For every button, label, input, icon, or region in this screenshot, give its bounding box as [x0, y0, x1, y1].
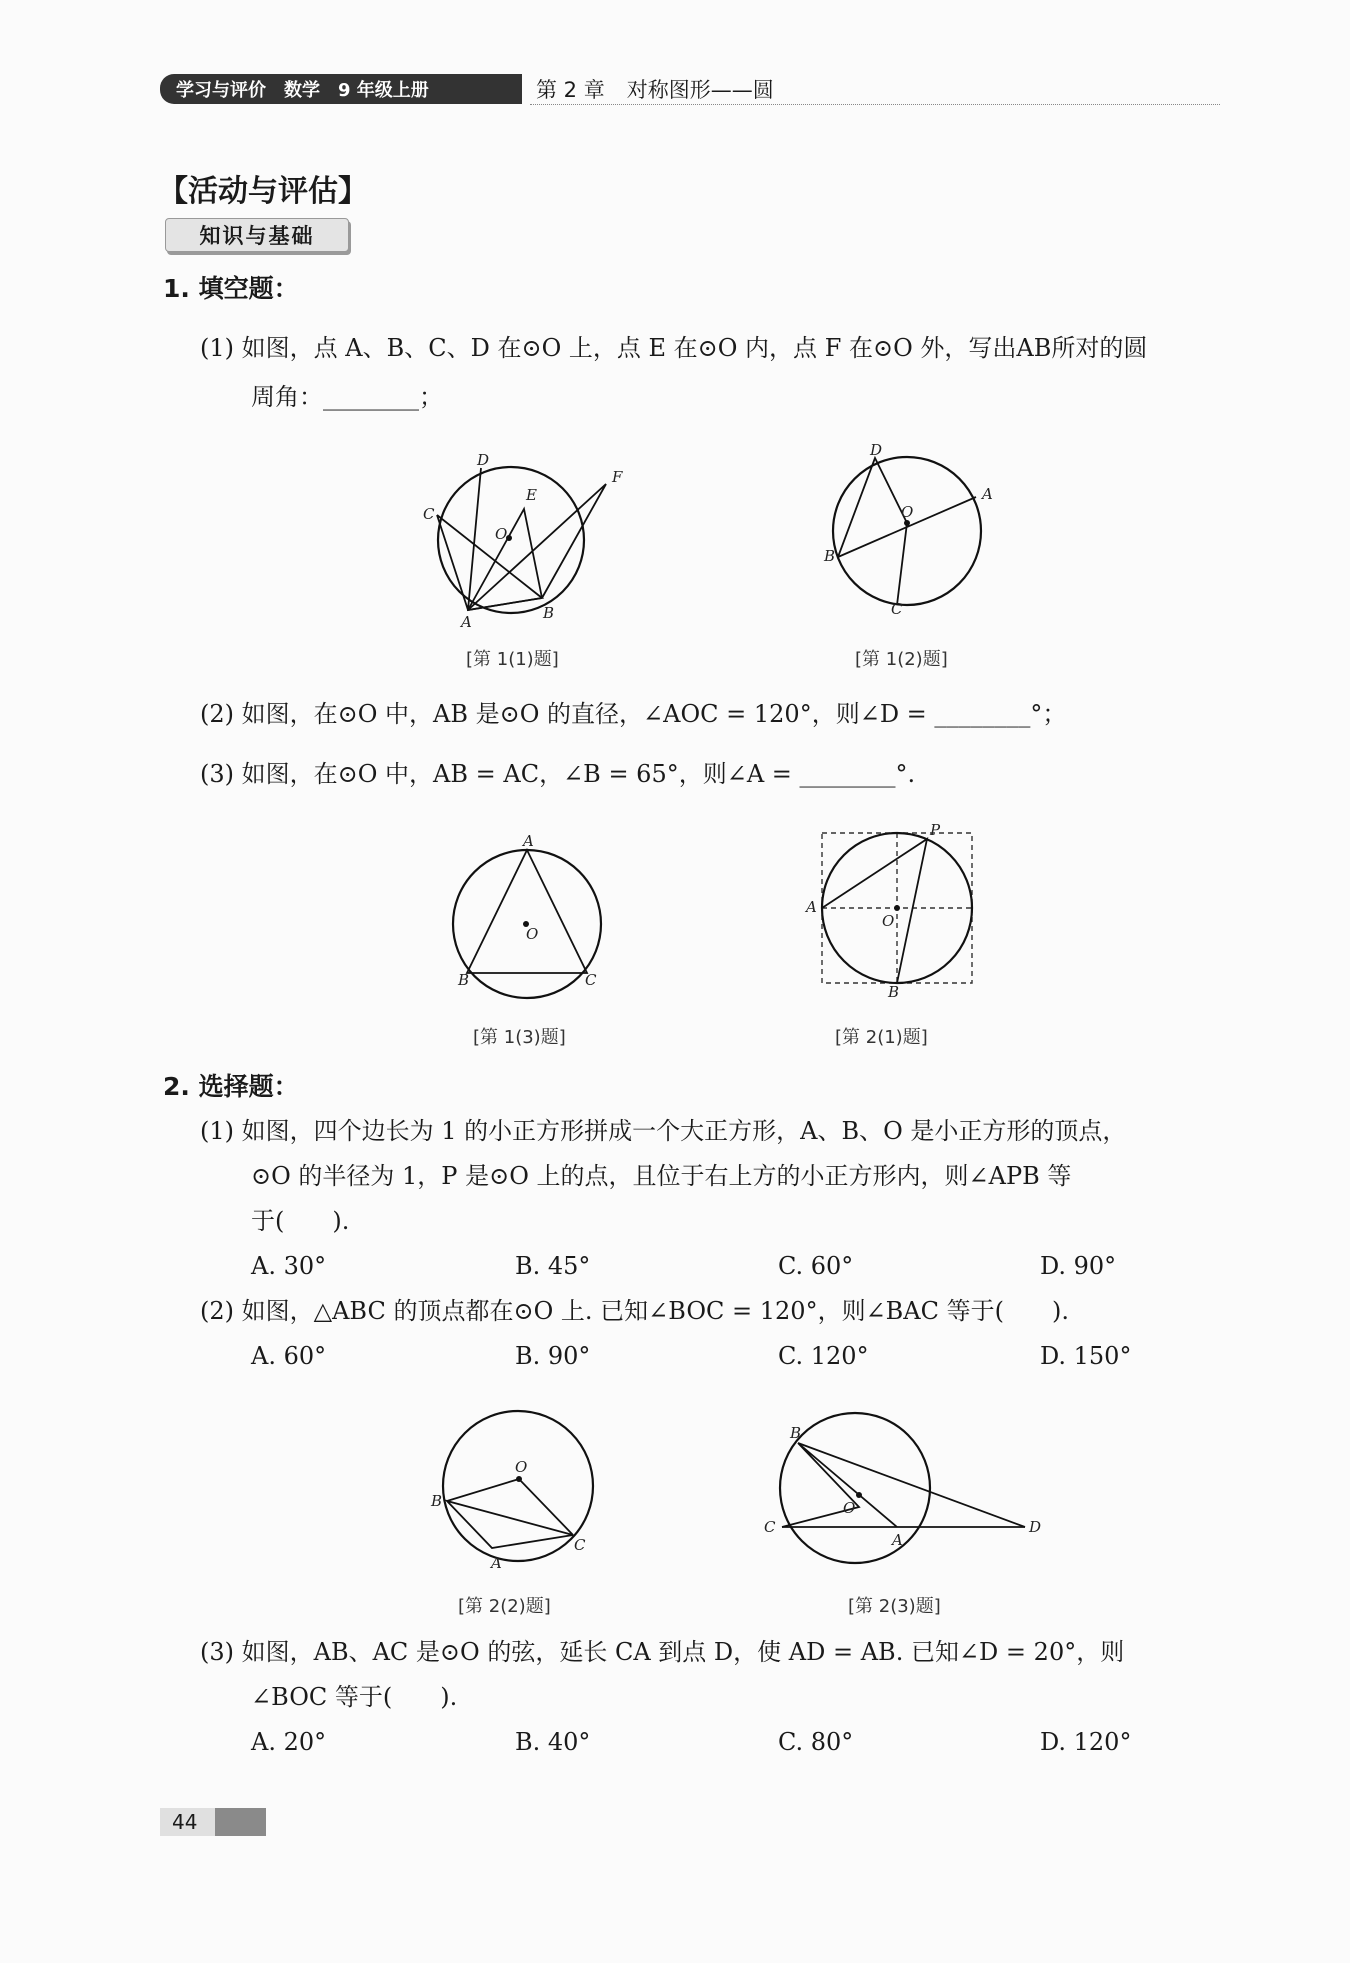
f22-label-b: B: [431, 1492, 443, 1510]
q2-p2-option-c[interactable]: C. 120°: [778, 1342, 869, 1370]
header-book: 学习与评价: [176, 80, 266, 101]
q2-p1-line2: ⊙O 的半径为 1，P 是⊙O 上的点，且位于右上方的小正方形内，则∠APB 等: [251, 1162, 1072, 1190]
header-subject: 数学: [284, 80, 320, 101]
header-grade: 9 年级上册: [338, 80, 429, 101]
q2-p1-line3: 于( ).: [251, 1207, 350, 1235]
q2-p3-option-b[interactable]: B. 40°: [515, 1728, 591, 1756]
f13-label-a: A: [523, 832, 534, 850]
f11-label-f: F: [612, 468, 623, 486]
f13-label-b: B: [458, 971, 470, 989]
f23-label-a: A: [892, 1531, 903, 1549]
q1-p3: (3) 如图，在⊙O 中，AB = AC，∠B = 65°，则∠A = ________°.: [200, 760, 916, 788]
q2-p1-option-a[interactable]: A. 30°: [251, 1252, 327, 1280]
f13-label-c: C: [585, 971, 597, 989]
caption-2-3: [第 2(3)题]: [848, 1596, 941, 1617]
q2-p2: (2) 如图，△ABC 的顶点都在⊙O 上. 已知∠BOC = 120°，则∠BAC 等于( ).: [200, 1297, 1069, 1325]
f11-label-e: E: [526, 486, 537, 504]
caption-2-2: [第 2(2)题]: [458, 1596, 551, 1617]
f13-label-o: O: [526, 925, 539, 943]
q2-p2-option-a[interactable]: A. 60°: [251, 1342, 327, 1370]
figure-1-1: [415, 450, 635, 631]
q2-heading: 2. 选择题：: [163, 1072, 299, 1101]
f21-label-o: O: [882, 912, 895, 930]
f12-label-c: C: [891, 600, 903, 618]
page-number: [160, 1808, 266, 1836]
figure-2-2: [425, 1400, 595, 1575]
caption-1-1: [第 1(1)题]: [466, 649, 559, 670]
section-title: 【活动与评估】: [158, 174, 368, 209]
q1-heading: 1. 填空题：: [163, 274, 299, 303]
q2-p1-option-b[interactable]: B. 45°: [515, 1252, 591, 1280]
q1-p2: (2) 如图，在⊙O 中，AB 是⊙O 的直径，∠AOC = 120°，则∠D = ________°；: [200, 700, 1067, 728]
header-divider: [530, 104, 1220, 105]
header-badge: [160, 74, 522, 104]
f11-label-o: O: [495, 525, 508, 543]
header-chapter: [536, 74, 796, 104]
q1-p1-line2: 周角：________；: [251, 383, 443, 411]
f11-label-d: D: [477, 451, 490, 469]
page-number-text: 44: [172, 1810, 198, 1834]
q2-p1-option-d[interactable]: D. 90°: [1040, 1252, 1117, 1280]
f21-label-a: A: [806, 898, 817, 916]
figure-2-1: [800, 821, 1000, 1005]
f11-label-b: B: [543, 604, 555, 622]
f23-label-c: C: [764, 1518, 776, 1536]
q2-p2-option-d[interactable]: D. 150°: [1040, 1342, 1132, 1370]
q2-p3-option-c[interactable]: C. 80°: [778, 1728, 854, 1756]
f23-label-d: D: [1029, 1518, 1042, 1536]
q2-p1-line1: (1) 如图，四个边长为 1 的小正方形拼成一个大正方形，A、B、O 是小正方形的顶点，: [200, 1117, 1127, 1145]
q2-p3-option-d[interactable]: D. 120°: [1040, 1728, 1132, 1756]
q2-p1-option-c[interactable]: C. 60°: [778, 1252, 854, 1280]
f11-label-c: C: [423, 505, 435, 523]
q2-p2-option-b[interactable]: B. 90°: [515, 1342, 591, 1370]
f21-label-p: P: [930, 821, 941, 839]
chapter-title: 对称图形——圆: [626, 78, 774, 102]
f12-label-a: A: [982, 485, 993, 503]
figure-1-3: [445, 832, 615, 1007]
chapter-number: 第 2 章: [536, 78, 605, 102]
f23-label-o: O: [843, 1499, 856, 1517]
q2-p3-line2: ∠BOC 等于( ).: [251, 1683, 458, 1711]
f22-label-o: O: [515, 1458, 528, 1476]
f12-label-o: O: [901, 503, 914, 521]
f22-label-c: C: [574, 1536, 586, 1554]
f23-label-b: B: [790, 1424, 802, 1442]
f11-label-a: A: [461, 613, 472, 631]
caption-2-1: [第 2(1)题]: [835, 1027, 928, 1048]
figure-1-2: [815, 441, 1015, 620]
f12-label-b: B: [824, 547, 836, 565]
caption-1-3: [第 1(3)题]: [473, 1027, 566, 1048]
caption-1-2: [第 1(2)题]: [855, 649, 948, 670]
q2-p3-option-a[interactable]: A. 20°: [251, 1728, 327, 1756]
q1-p1-line1: (1) 如图，点 A、B、C、D 在⊙O 上，点 E 在⊙O 内，点 F 在⊙O 外，写出AB所对的圆: [200, 334, 1148, 362]
q2-p3-line1: (3) 如图，AB、AC 是⊙O 的弦，延长 CA 到点 D，使 AD = AB. 已知∠D = 20°，则: [200, 1638, 1125, 1666]
f22-label-a: A: [491, 1554, 502, 1572]
f21-label-b: B: [888, 983, 900, 1001]
figure-2-3: [760, 1400, 1060, 1575]
section-badge: 知识与基础: [165, 218, 349, 252]
f12-label-d: D: [870, 441, 883, 459]
